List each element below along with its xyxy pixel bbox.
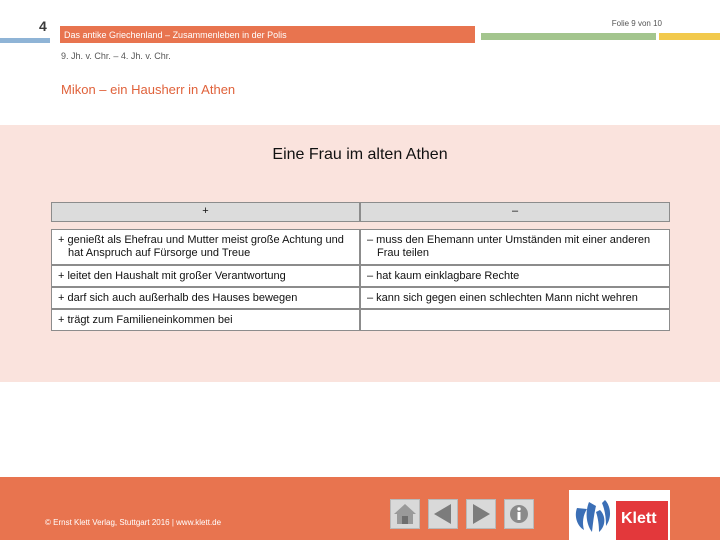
panel-title: Eine Frau im alten Athen [272,146,448,163]
next-button[interactable] [466,499,496,529]
header-title: Das antike Griechenland – Zusammenleben in der Polis [64,30,287,40]
cell-text: – muss den Ehemann unter Umständen mit einer anderen Frau teilen [367,234,651,259]
info-icon [505,500,533,528]
table-cell-con [360,287,670,309]
color-bar-blue [0,38,50,43]
info-button[interactable] [504,499,534,529]
table-cell-pro [51,287,360,309]
table-cell-con [360,265,670,287]
klett-logo-text: Klett [621,510,657,527]
table-cell-pro [51,265,360,287]
subtitle: Mikon – ein Hausherr in Athen [61,82,236,97]
content-panel [0,125,720,382]
color-bar-yellow [659,33,720,40]
color-bar-green [481,33,656,40]
table-cell-pro [51,229,360,265]
cell-text: + leitet den Haushalt mit großer Verantwortung [58,270,286,282]
column-header-plus: + [51,202,360,222]
column-header-minus: – [360,202,670,222]
cell-text: – hat kaum einklagbare Rechte [367,270,520,282]
cell-text: + trägt zum Familieneinkommen bei [58,314,233,326]
previous-icon [429,500,457,528]
previous-button[interactable] [428,499,458,529]
klett-emblem-icon [571,490,617,540]
cell-text: + darf sich auch außerhalb des Hauses bewegen [58,292,298,304]
cell-text: – kann sich gegen einen schlechten Mann nicht wehren [367,292,638,304]
cell-text: + genießt als Ehefrau und Mutter meist große Achtung und hat Anspruch auf Fürsorge und Treue [58,234,344,259]
period-label: 9. Jh. v. Chr. – 4. Jh. v. Chr. [61,51,171,61]
table-cell-pro [51,309,360,331]
title-bar [60,26,475,43]
home-button[interactable] [390,499,420,529]
copyright: © Ernst Klett Verlag, Stuttgart 2016 | www.klett.de [45,518,222,527]
table-cell-con [360,309,670,331]
next-icon [467,500,495,528]
slide-counter: Folie 9 von 10 [611,19,662,28]
home-icon [391,500,419,528]
table-cell-con [360,229,670,265]
chapter-number: 4 [39,18,47,34]
